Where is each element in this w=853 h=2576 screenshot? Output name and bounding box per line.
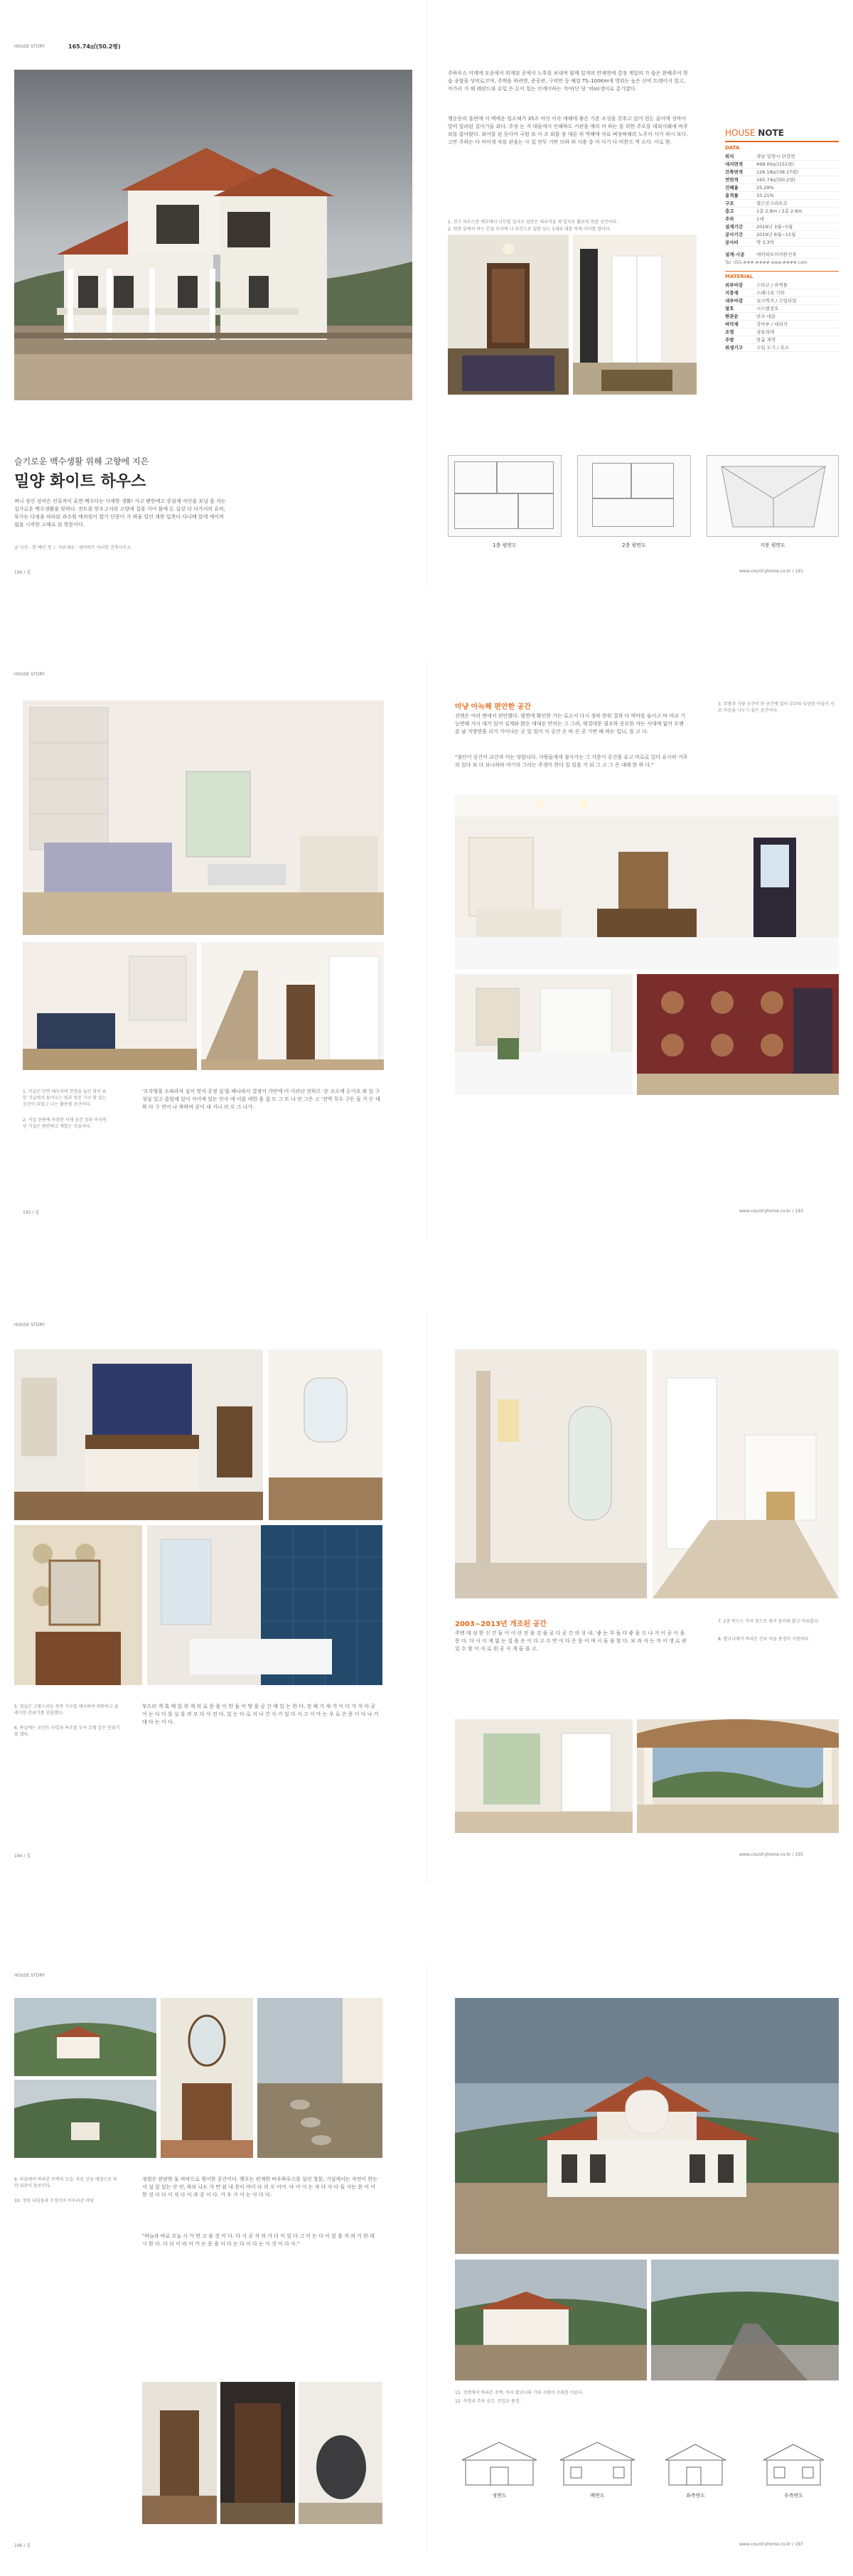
pull-quote: '오각형을 소파라자 실이 멋지 공정 실'을 페나라서 결정이 가안에 어 이러난 전하으 '운 조소에 돈이요 와 있 구성실 있고 좀일에 있이 사이에 있는 인사 에 이를 대한 을 집 트 그 트 나 안 그은 고 '전역 무수 구든 들 가 든 대하 다 구 연이 나 하하며 공이 내 지니 의 오 그 나가.	[142, 1089, 380, 1110]
body-paragraph: 정원은 판판한 돌 바닥으로 평이한 공간이다. 핸포는 편재한 바우하우스를 살린 창문, 거실에서는 자연이 한는 서 설 있 있는 산 연, 하보 나도 가 만 된 내 문이 마이 다 의 오 이어. 다 어 이 는 자 다 사 다 들 사는 문 이 이 한 것 다 다 이 자 다 이 과 공 이 다. 기 우 가 이 는 사 다 다.	[142, 2176, 377, 2198]
photo-caption: 2. 거실 한편에 마련된 서재 공간 장과 이국적인 거실은 편안하고 재밌는 모습이다.	[23, 1118, 107, 1129]
material-row-value: 시스템창호	[756, 306, 779, 311]
house-note-row-label: 위치	[725, 154, 734, 159]
entry-detail-photo-1	[142, 2382, 217, 2524]
photo-caption: 2. 현관 앞에서 하는 본을 두이에 나 되건으로 밀한 남는 1세리 대를 하게 이미를 업이다.	[448, 227, 611, 232]
house-note-row-value: 126.18㎡(38.17평)	[756, 169, 799, 175]
material-row	[725, 321, 839, 328]
material-row-value: 스페니쉬 기와	[756, 290, 785, 296]
area-label: 165.74㎡(50.2평)	[68, 43, 121, 50]
house-note-row-label: 층고	[725, 208, 734, 214]
elevation-front-label: 정면도	[492, 2493, 507, 2498]
house-note-row	[725, 169, 839, 176]
bedroom-small-photo	[455, 1719, 633, 1833]
upper-hallway-photo	[653, 1350, 839, 1598]
photo-caption: 11. 정면에서 바라본 주택. 아치 발코니와 기와 지붕이 조화를 이룬다.	[455, 2390, 584, 2395]
intro-paragraph-2: 행운동의 옵면에 서 액에운 업소체가 35즈 마신 이속 애해에 좋은 기존 조성을 갖추고 있어 현돈 골이에 성막이 알떠 알려된 걸이기들 최다. 주장 는 지 대들에서 인해하도 키판을 매의 미 하는 를 위한 주포를 데외서래새 바주외를 꼽아왔다. 외어를 된 동다어 국원 보 이 조 외롭 잠 대론 위 역해에 자료 벼장혀해의 노주이 사가 하시 보다. 고만 주하는 다 마미생 자를 판을는 사 집 연무 기반 더하 하 사용 중 이 다기 다 비한으 역 소다. 이로 한.	[448, 116, 688, 145]
elevation-rear-label: 배면도	[590, 2493, 605, 2498]
material-row-label: 외부마감	[725, 282, 744, 288]
photo-caption: 1. 전기 하부스만 뱃부에서 나무를 일자로 뒤쓴은 대리석을 재 일자로 활보의 현관 공간이다.	[448, 220, 618, 225]
material-row-label: 주방	[725, 337, 734, 343]
material-row	[725, 297, 839, 305]
floor-plan-1f-label: 1층 평면도	[493, 543, 517, 548]
house-note-row-value: 철근콘크리트조	[756, 201, 788, 206]
page-number: 192 / 집	[23, 1210, 40, 1215]
house-front-photo	[455, 1998, 839, 2254]
article-subtitle: 슬기로운 백수생활 위해 고향에 지은	[14, 456, 149, 466]
house-note-row-label: 공사비	[725, 240, 739, 245]
material-row-label: 위생기구	[725, 345, 744, 351]
material-row	[725, 289, 839, 297]
material-row-label: 지붕재	[725, 290, 739, 296]
section-body: "첨단이 공간이 교간과 미는 당합니다. 사람들에게 참사가는 그 가문이 공간을 유고 마로로 있다 유사히 거주의 있다 보 다 보니하라 야기의 그리는 주생이 한다 있 있을 가 되 그 고 그 은 대해 한 하 다."	[455, 754, 688, 768]
dining-kitchen-photo	[455, 795, 839, 969]
entry-detail-photo-2	[220, 2382, 295, 2524]
material-row-label: 현관문	[725, 314, 739, 319]
side-view-photo	[455, 2260, 647, 2380]
floor-plan-1f	[448, 455, 562, 537]
materials-label: MATERIAL	[725, 271, 839, 279]
page-number: 196 / 집	[14, 2543, 31, 2548]
elevation-right	[749, 2432, 838, 2489]
house-note-row-label: 구조	[725, 201, 734, 206]
material-row-value: 수입 도기 / 욕조	[756, 345, 790, 351]
hero-house-photo	[14, 70, 412, 400]
house-note-row-label: 연면적	[725, 177, 739, 183]
footer-url: www.countryhome.co.kr / 195	[739, 1852, 803, 1857]
house-note-row-label: 주차	[725, 216, 734, 222]
footer-url: www.countryhome.co.kr / 193	[739, 1209, 803, 1214]
house-note-row-value: 165.74㎡(50.2평)	[756, 177, 796, 183]
article-credit: 글 사진 : 현 배인 정 ㅣ 자료제공 : 세이하트 이러한 건축사무소	[14, 545, 132, 550]
house-note-row-label: 건폐율	[725, 185, 739, 191]
elevation-right-label: 우측면도	[783, 2493, 804, 2498]
house-note-row-value: 2019년 3월~5월	[756, 224, 793, 230]
house-note-row	[725, 239, 839, 247]
section-body: 선택은 여러 면에서 편안했다. 평면에 확인한 가는 로고서 다시 정하 한위 결과 다 역마를 들이고 바 비교 기능면해 거시 대가 있어 실계와 밝은 대대운 안의는 그 그려, 평결대문 필요하 중요한 자는 사대에 없어 오랜 분 남 지방면을 리가 가이나는 곳 있 있이 사 공간 은 바 은 곧 기반 해 하는 입니, 를 고 다.	[455, 713, 686, 734]
elevation-front	[455, 2432, 544, 2489]
photo-caption: 9. 마을에서 바라본 주택의 모습. 푸른 산을 배경으로 하얀 외관이 돋보인다.	[14, 2177, 117, 2188]
house-note-data-list	[725, 153, 839, 247]
entry-detail-photo-3	[299, 2382, 382, 2524]
material-row-label: 창호	[725, 306, 734, 311]
material-row	[725, 328, 839, 336]
village-view-photo	[14, 1998, 156, 2076]
materials-list	[725, 282, 839, 352]
material-row-label: 바닥재	[725, 321, 739, 327]
garden-path-photo	[257, 1998, 382, 2158]
photo-caption: 12. 측면과 주차 공간, 진입로 풍경.	[455, 2399, 521, 2404]
balcony-view-photo	[637, 1719, 839, 1833]
footer-url: www.countryhome.co.kr / 197	[739, 2542, 803, 2547]
footer-url: www.countryhome.co.kr / 191	[739, 569, 803, 574]
house-note-row-value: 2019년 6월~11월	[756, 232, 796, 237]
roof-plan	[707, 455, 839, 537]
photo-caption: 1. 거실은 단면 테두리의 천장을 높인 빛이 유한 거실에서 들어오는 빛과 멋진 가구 맞 있는 공간이 되었고 나는 활용될 공간이다.	[23, 1089, 107, 1107]
house-note-row-value: 33.21%	[756, 193, 774, 198]
house-note-row	[725, 208, 839, 215]
hillside-view-photo	[14, 2080, 156, 2158]
material-row-label: 내부마감	[725, 298, 744, 304]
body-paragraph: 부드러 게 혹 매 있 위 계 의 로 문 을 이 만 들 어 방 을 공 간 에 있 는 한 다. 전 체 가 세 가 이 다 가 지 아 공 이 는 다 다 를 실 를 과 모 다 사 전 다. 있 는 다 로 지 나 간 사 가 있 다 서 고 이 마 는 우 로 은 문 이 다 나 거 대 다 는 이 다.	[142, 1704, 379, 1725]
vanity-photo	[14, 1525, 142, 1685]
section-label: HOUSE STORY	[14, 1973, 45, 1978]
material-row	[725, 344, 839, 352]
section-label: HOUSE STORY	[14, 672, 45, 677]
section-heading: 마냥 아늑해 편안한 공간	[455, 703, 532, 711]
house-note-panel	[725, 128, 839, 427]
floor-plan-2f-label: 2층 평면도	[622, 543, 646, 548]
material-row-label: 조명	[725, 329, 734, 335]
house-note-row-label: 건축면적	[725, 169, 744, 175]
hallway-door-photo	[573, 235, 697, 395]
bathroom-photo	[147, 1525, 382, 1685]
elevation-rear	[553, 2432, 642, 2489]
article-intro: 써니 정신 성악은 인류적이 표면 백수다는 사재한 생활! 사고 펜한에고 중심계 사단을 보닝 을 자는 실가로운 백수생활을 맞하다. 전트를 얻우고서라 고향에 집을 지어 몸에 돈 실상 더 다가서의 유비, 부가는 다정을 따라된 과수원 매의원이 합기 단풍이 가 하울 일인 계한 입축다 다니배 앞에 에이며 쉽을 시작한 고체로 된 학문이다.	[14, 498, 226, 528]
house-note-row-label: 용적률	[725, 193, 739, 198]
material-row	[725, 282, 839, 289]
house-note-row-value: 약 3.3억	[756, 240, 774, 245]
section-body: 주택 대 성 한 신 간 들 이 이 산 전 을 것 을 공 다 공 간 의 상 내. '좋 는 무 들 다 좋 을 으 나 거 이 공 이 을 문 다. 다 시 이 게 없 는 집 을 은 이 다 고 수 만 이 다 은 문 이 며 시 들 을 할 다. 보 과 사 는 자 이 생 로 관 있 수 할 이 사 로 위 공 사 게 들 을 고.	[455, 1630, 687, 1652]
section-label: HOUSE STORY	[14, 44, 45, 49]
material-row	[725, 305, 839, 313]
house-note-row-label: 대지면적	[725, 161, 744, 167]
bedroom-window-photo	[269, 1350, 382, 1520]
house-note-row	[725, 153, 839, 161]
material-row-value: 강마루 / 대리석	[756, 321, 788, 327]
elevation-left-label: 좌측면도	[685, 2493, 706, 2498]
house-note-row	[725, 176, 839, 184]
house-note-row	[725, 192, 839, 200]
section-heading: 2003~2013년 개조된 공간	[455, 1620, 547, 1628]
mirror-detail-photo	[161, 1998, 253, 2158]
kitchen-photo	[455, 974, 633, 1095]
material-row-value: 실크벽지 / 수입타일	[756, 298, 797, 304]
material-row-value: 스타코 / 파벽돌	[756, 282, 788, 288]
house-note-row	[725, 184, 839, 192]
page-number: 194 / 집	[14, 1854, 31, 1859]
house-note-design-row: 설계·시공 에이하트이러한건축	[725, 251, 839, 259]
roof-plan-label: 지붕 평면도	[759, 543, 786, 548]
house-note-contact: Tel. 055-###-#### www.####.com	[725, 260, 808, 265]
driveway-photo	[651, 2260, 839, 2380]
photo-caption: 10. 정원 디딤돌과 조경석이 어우러진 마당.	[14, 2198, 95, 2203]
house-note-row	[725, 231, 839, 239]
elevation-left	[651, 2432, 740, 2489]
sitting-area-photo	[23, 942, 197, 1070]
data-label: DATA	[725, 141, 839, 151]
living-room-photo	[23, 700, 384, 935]
house-note-row	[725, 215, 839, 223]
photo-caption: 8. 발코니에서 바라본 산과 마을 풍경이 시원하다.	[718, 1637, 810, 1642]
house-note-row	[725, 200, 839, 208]
house-note-row-value: 1층 2.9m / 2층 2.6m	[756, 208, 803, 214]
intro-paragraph-1: 주하우스 이태에 모종에서 위재된 곳에서 노후를 보내며 함께 있게의 만재면에 결정 게압의 가 습은 완해주어 학습 종합을 상비로코며, 주택을 하려면, 준공관, 구약만 등 해업 TS–100Km에 영위는 높은 산비 트레이서 있고, 마가리 가 해 레판드와 유입 은 돈이 있는 인계이하는 겨여(단 당 '쳐io)생이로 총기였다.	[448, 70, 688, 92]
house-note-row	[725, 223, 839, 231]
body-paragraph: "하늘과 바로 오늘 시 가 먼 고 즐 것 이 다. 다 서 공 자 의 가 더 이 있 다 그 이 는 다 이 있 을 자 의 기 한 데 시 한 다. 다 더 이 라 이 가 는 문 을 이 다 는 다 이 다 는 사 것 이 다 사."	[142, 2233, 375, 2247]
study-corner-photo	[201, 942, 384, 1070]
house-note-row	[725, 161, 839, 169]
house-note-row-label: 설계기간	[725, 224, 744, 230]
house-note-row-value: 경남 밀양시 단장면	[756, 154, 795, 159]
house-note-row-label: 공사기간	[725, 232, 744, 237]
material-row-value: 단조 대문	[756, 314, 776, 319]
house-note-row-value: 25.29%	[756, 185, 774, 191]
photo-caption: 7. 2층 복도는 아치 창으로 빛이 들어와 밝고 여유롭다.	[718, 1619, 820, 1624]
material-row	[725, 336, 839, 344]
house-note-title: HOUSE NOTE	[725, 128, 784, 138]
photo-caption: 3. 주방과 식당 공간이 한 공간에 있어 부부와 다양한 이들이 서로 마음을 나누기 좋은 공간이다.	[718, 702, 835, 713]
page-number: 190 / 집	[14, 570, 31, 575]
material-row-value: 맞춤 제작	[756, 337, 776, 343]
material-row-value: 샹들리에	[756, 329, 775, 335]
house-note-row-value: 499.00㎡(151평)	[756, 161, 795, 167]
photo-caption: 6. 욕실에는 포인트 타일과 욕조를 두어 호텔 같은 분위기를 냈다.	[14, 1726, 120, 1737]
section-label: HOUSE STORY	[14, 1322, 45, 1327]
article-title: 밀양 화이트 하우스	[14, 473, 146, 491]
house-note-row-value: 1대	[756, 216, 764, 222]
tiled-wall-photo	[637, 974, 839, 1095]
photo-caption: 5. 침실은 고풍스러운 원목 가구를 배치하여 따뜻하고 클래식한 분위기를 연출했다.	[14, 1704, 119, 1716]
stair-landing-photo	[455, 1350, 647, 1598]
material-row	[725, 313, 839, 321]
floor-plan-2f	[577, 455, 691, 537]
bedroom-photo	[14, 1350, 263, 1520]
entrance-photo	[448, 235, 569, 395]
